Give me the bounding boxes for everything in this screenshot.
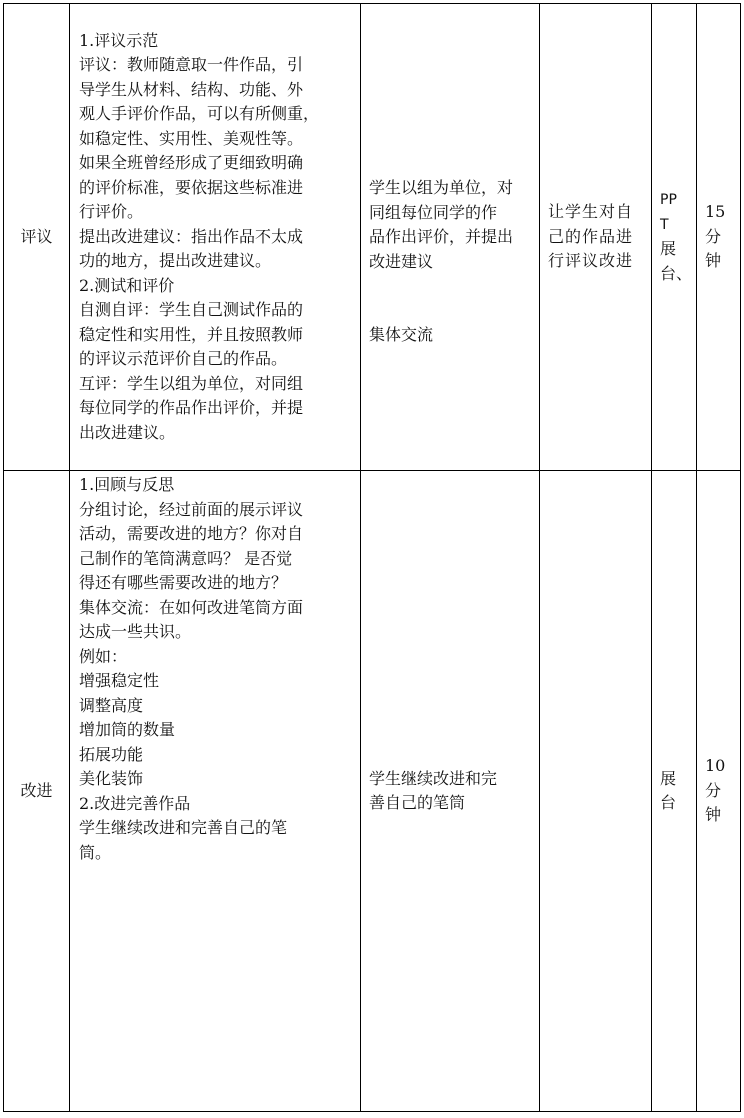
content-line: 得还有哪些需要改进的地方？ xyxy=(79,573,288,592)
content-line: 增强稳定性 xyxy=(79,671,160,690)
student-line: 改进建议 xyxy=(369,251,434,271)
media-line: 展 xyxy=(660,239,677,258)
student-line: 善自己的笔筒 xyxy=(369,793,466,812)
content-line: 导学生从材料、结构、功能、外 xyxy=(79,79,304,99)
student-line: 学生以组为单位，对 xyxy=(369,178,514,198)
table-row-improve xyxy=(4,471,741,1112)
content-line: 达成一些共识。 xyxy=(79,622,192,641)
content-line: 每位同学的作品作出评价，并提 xyxy=(79,398,304,418)
content-line: 调整高度 xyxy=(79,695,144,715)
content-line: 己制作的笔筒满意吗？ 是否觉 xyxy=(79,548,293,568)
content-line: 拓展功能 xyxy=(79,744,144,764)
content-line: 出改进建议。 xyxy=(79,422,176,442)
time-line: 10 xyxy=(705,756,726,776)
student-line: 学生继续改进和完 xyxy=(369,768,498,788)
content-line: 如稳定性、实用性、美观性等。 xyxy=(79,128,304,148)
content-line: 评议：教师随意取一件作品，引 xyxy=(79,55,304,75)
media-line: PP xyxy=(660,192,677,208)
design-intent-cell xyxy=(540,4,652,471)
content-line: 稳定性和实用性，并且按照教师 xyxy=(79,324,304,344)
content-line: 分组讨论，经过前面的展示评议 xyxy=(79,499,304,519)
student-line: 同组每位同学的作 xyxy=(369,202,498,222)
content-line: 筒。 xyxy=(79,842,112,862)
lesson-plan-table xyxy=(3,3,741,1112)
content-line: 1.回顾与反思 xyxy=(79,475,175,494)
content-line: 行评价。 xyxy=(79,202,144,222)
content-line: 美化装饰 xyxy=(79,769,144,788)
time-line: 钟 xyxy=(705,251,722,271)
media-line: T xyxy=(660,216,669,233)
content-line: 2.测试和评价 xyxy=(79,275,175,295)
time-cell xyxy=(697,4,741,471)
content-line: 自测自评：学生自己测试作品的 xyxy=(79,300,304,320)
content-line: 增加筒的数量 xyxy=(79,720,176,739)
time-line: 15 xyxy=(705,202,726,222)
content-line: 功的地方，提出改进建议。 xyxy=(79,251,272,271)
student-extra: 集体交流 xyxy=(369,325,434,345)
time-cell xyxy=(697,471,741,1112)
intent-line: 让学生对自 xyxy=(548,202,634,222)
time-line: 分 xyxy=(705,226,722,246)
student-activity-cell xyxy=(361,471,540,1112)
time-line: 分 xyxy=(705,780,722,800)
time-line: 钟 xyxy=(705,805,722,825)
content-line: 学生继续改进和完善自己的笔 xyxy=(79,818,288,837)
media-line: 台 xyxy=(660,793,677,812)
content-line: 例如： xyxy=(79,646,128,666)
content-line: 2.改进完善作品 xyxy=(79,793,191,813)
student-activity-cell xyxy=(361,4,540,471)
media-cell xyxy=(652,471,697,1112)
media-line: 台、 xyxy=(660,263,693,283)
content-line: 观人手评价作品，可以有所侧重， xyxy=(79,104,320,124)
content-line: 的评价标准，要依据这些标准进 xyxy=(79,177,304,197)
teacher-activity-cell xyxy=(70,471,361,1112)
teacher-activity-cell xyxy=(70,4,361,471)
phase-cell: 改进 xyxy=(4,471,70,1112)
content-line: 集体交流：在如何改进笔筒方面 xyxy=(79,597,304,617)
intent-line: 己的作品进 xyxy=(548,226,634,246)
design-intent-cell xyxy=(540,471,652,1112)
content-line: 互评：学生以组为单位，对同组 xyxy=(79,373,304,393)
media-cell xyxy=(652,4,697,471)
content-line: 的评议示范评价自己的作品。 xyxy=(79,349,288,369)
content-line: 活动，需要改进的地方？你对自 xyxy=(79,524,304,543)
content-line: 如果全班曾经形成了更细致明确 xyxy=(79,153,304,173)
table-row-review xyxy=(4,4,741,471)
student-line: 品作出评价，并提出 xyxy=(369,227,514,247)
intent-line: 行评议改进 xyxy=(548,251,634,271)
media-line: 展 xyxy=(660,768,677,788)
phase-cell: 评议 xyxy=(4,4,70,471)
content-line: 提出改进建议：指出作品不太成 xyxy=(79,226,304,246)
content-line: 1.评议示范 xyxy=(79,30,159,50)
spacer xyxy=(369,274,531,323)
